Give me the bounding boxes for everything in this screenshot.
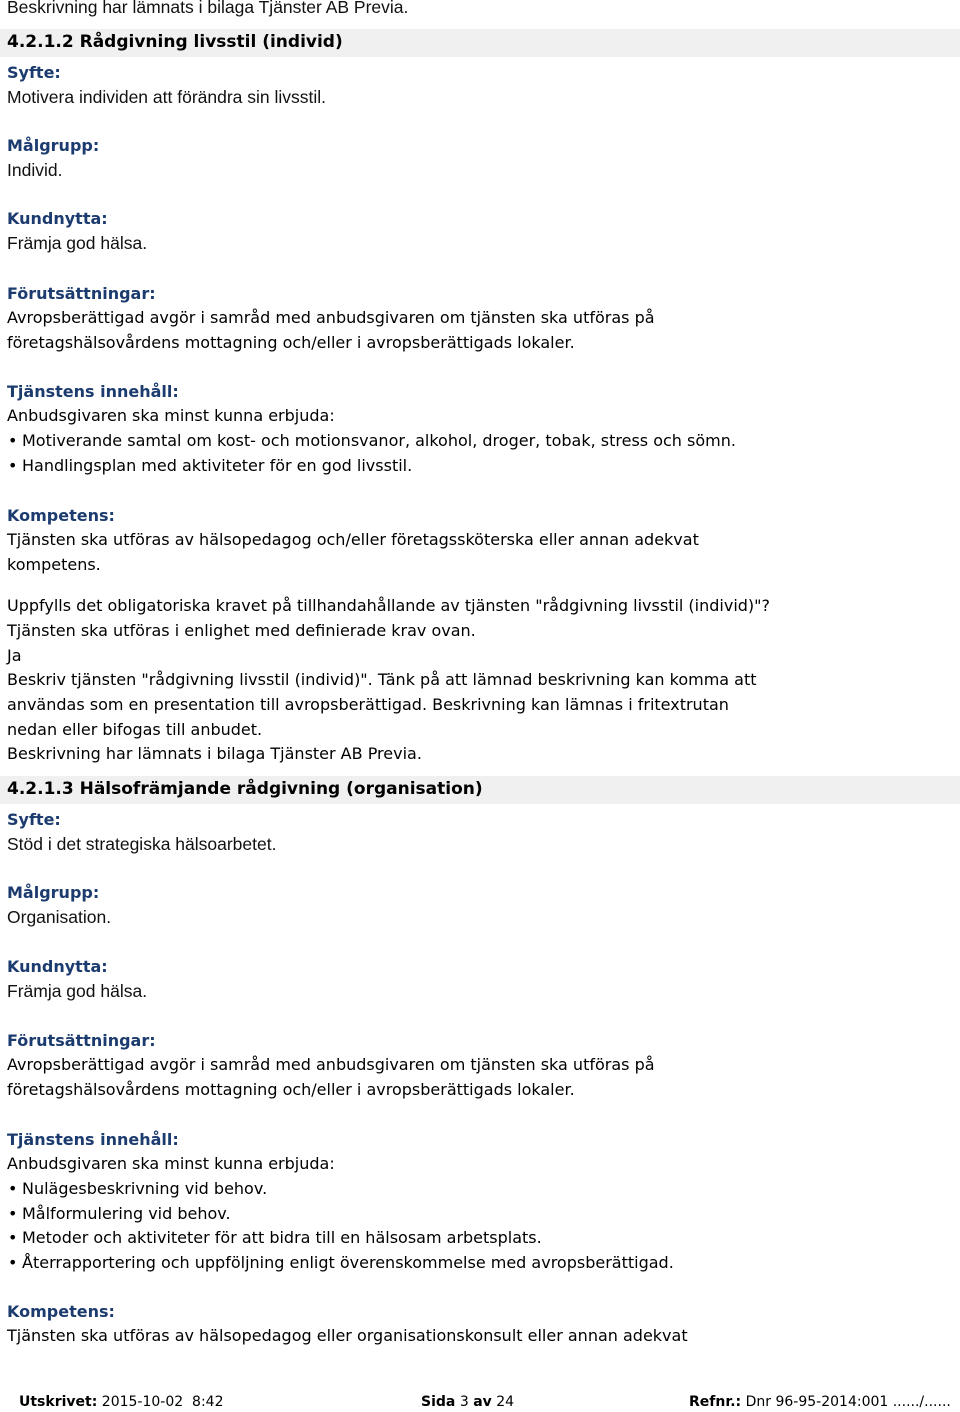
forutsattningar-line: Avropsberättigad avgör i samråd med anbudsgivaren om tjänsten ska utföras på [7, 1055, 655, 1074]
kundnytta-label: Kundnytta: [7, 209, 108, 228]
answer-value: Ja [7, 646, 22, 665]
list-item-text: Nulägesbeskrivning vid behov. [22, 1179, 268, 1198]
list-item [7, 1251, 674, 1276]
kundnytta-text: Främja god hälsa. [7, 981, 148, 1001]
requirement-question: Uppfylls det obligatoriska kravet på tillhandahållande av tjänsten "rådgivning livsstil (individ)"? [7, 596, 771, 615]
syfte-text: Motivera individen att förändra sin livsstil. [7, 87, 327, 107]
describe-instruction: Beskriv tjänsten "rådgivning livsstil (individ)". Tänk på att lämnad beskrivning kan komma att [7, 670, 757, 689]
list-item-text: Metoder och aktiviteter för att bidra till en hälsosam arbetsplats. [22, 1228, 542, 1248]
list-item-text: Återrapportering och uppföljning enligt överenskommelse med avropsberättigad. [22, 1252, 674, 1272]
previa-caption: Beskrivning har lämnats i bilaga Tjänster AB Previa. [7, 744, 422, 763]
syfte-label: Syfte: [7, 63, 61, 82]
bullet-icon: • [8, 455, 18, 475]
kundnytta-text: Främja god hälsa. [7, 233, 148, 253]
printed-date [19, 1392, 223, 1412]
malgrupp-text: Organisation. [7, 907, 112, 927]
bullet-icon: • [8, 1252, 18, 1272]
list-item [7, 454, 736, 479]
page-footer [0, 1392, 960, 1412]
forutsattningar-line: företagshälsovårdens mottagning och/eller i avropsberättigads lokaler. [7, 1080, 575, 1099]
list-item [7, 1177, 674, 1202]
section-heading-4-2-1-2: 4.2.1.2 Rådgivning livsstil (individ) [0, 29, 960, 57]
list-item [7, 1202, 674, 1227]
kompetens-label: Kompetens: [7, 1302, 115, 1321]
innehall-label: Tjänstens innehåll: [7, 382, 179, 401]
syfte-label: Syfte: [7, 810, 61, 829]
innehall-list [7, 429, 736, 478]
ref-value: Dnr 96-95-2014:001 ....../...... [745, 1394, 951, 1410]
innehall-list [7, 1177, 674, 1275]
kundnytta-label: Kundnytta: [7, 957, 108, 976]
forutsattningar-line: Avropsberättigad avgör i samråd med anbudsgivaren om tjänsten ska utföras på [7, 308, 655, 327]
page-of: av [473, 1394, 492, 1410]
kompetens-line: Tjänsten ska utföras av hälsopedagog eller organisationskonsult eller annan adekvat [7, 1326, 688, 1345]
syfte-text: Stöd i det strategiska hälsoarbetet. [7, 834, 277, 854]
list-item [7, 1226, 674, 1251]
innehall-label: Tjänstens innehåll: [7, 1130, 179, 1149]
innehall-intro: Anbudsgivaren ska minst kunna erbjuda: [7, 406, 335, 425]
bullet-icon: • [8, 1179, 18, 1198]
list-item-text: Motiverande samtal om kost- och motionsvanor, alkohol, droger, tobak, stress och sömn. [22, 431, 736, 450]
printed-label: Utskrivet: [19, 1394, 98, 1410]
requirement-question: Tjänsten ska utföras i enlighet med definierade krav ovan. [7, 621, 476, 640]
kompetens-label: Kompetens: [7, 506, 115, 525]
malgrupp-text: Individ. [7, 160, 63, 180]
list-item-text: Målformulering vid behov. [22, 1203, 231, 1223]
bullet-icon: • [8, 1228, 18, 1248]
page-label: Sida [421, 1394, 456, 1410]
page-total: 24 [496, 1394, 515, 1410]
forutsattningar-line: företagshälsovårdens mottagning och/eller i avropsberättigads lokaler. [7, 333, 575, 352]
section-heading-4-2-1-3: 4.2.1.3 Hälsofrämjande rådgivning (organisation) [0, 776, 960, 804]
malgrupp-label: Målgrupp: [7, 883, 100, 902]
describe-instruction: användas som en presentation till avropsberättigad. Beskrivning kan lämnas i fritextrutan [7, 695, 729, 714]
describe-instruction: nedan eller bifogas till anbudet. [7, 720, 263, 739]
bullet-icon: • [8, 1203, 18, 1223]
printed-value: 2015-10-02 8:42 [101, 1394, 224, 1410]
list-item [7, 429, 736, 454]
previa-caption-top: Beskrivning har lämnats i bilaga Tjänster AB Previa. [7, 0, 409, 17]
kompetens-line: Tjänsten ska utföras av hälsopedagog och/eller företagssköterska eller annan adekvat [7, 530, 699, 549]
kompetens-line: kompetens. [7, 555, 101, 574]
malgrupp-label: Målgrupp: [7, 136, 100, 155]
innehall-intro: Anbudsgivaren ska minst kunna erbjuda: [7, 1154, 335, 1173]
list-item-text: Handlingsplan med aktiviteter för en god livsstil. [22, 455, 413, 475]
bullet-icon: • [8, 431, 18, 450]
forutsattningar-label: Förutsättningar: [7, 1031, 156, 1050]
ref-label: Refnr.: [689, 1394, 742, 1410]
page-current: 3 [459, 1394, 469, 1410]
page-number [421, 1392, 514, 1412]
reference-number [689, 1392, 951, 1412]
forutsattningar-label: Förutsättningar: [7, 284, 156, 303]
